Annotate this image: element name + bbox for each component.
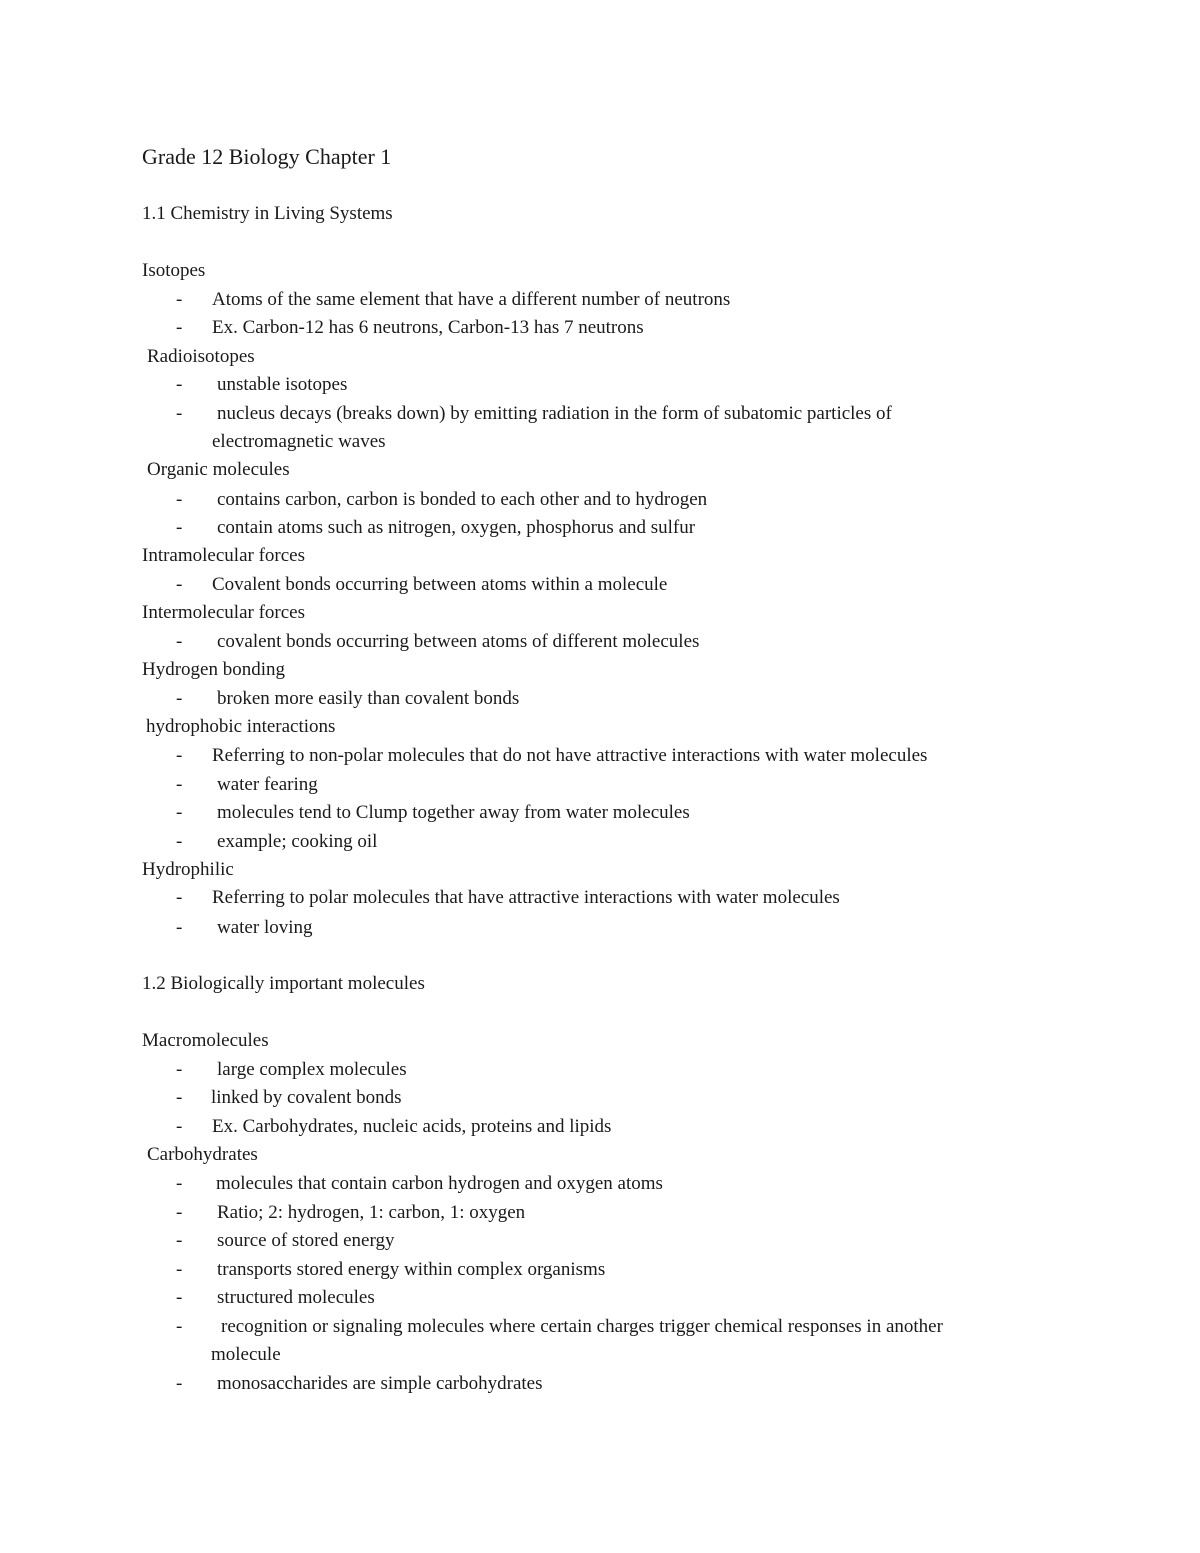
bullet-text: broken more easily than covalent bonds xyxy=(217,688,520,709)
bullet-dash: - xyxy=(176,688,183,709)
bullet-dash: - xyxy=(176,517,183,538)
bullet-dash: - xyxy=(176,1087,183,1108)
bullet-text: water fearing xyxy=(217,774,318,795)
bullet-text: Ex. Carbohydrates, nucleic acids, proteins and lipids xyxy=(212,1116,612,1137)
bullet-text: monosaccharides are simple carbohydrates xyxy=(217,1373,543,1394)
bullet-text-continued: electromagnetic waves xyxy=(212,431,386,452)
bullet-dash: - xyxy=(176,1316,183,1337)
term-heading: Intermolecular forces xyxy=(142,602,305,623)
bullet-text: structured molecules xyxy=(217,1287,375,1308)
bullet-text: Covalent bonds occurring between atoms within a molecule xyxy=(212,574,668,595)
bullet-text: source of stored energy xyxy=(217,1230,395,1251)
bullet-text: nucleus decays (breaks down) by emitting radiation in the form of subatomic particles of xyxy=(217,403,892,424)
bullet-text: contains carbon, carbon is bonded to each other and to hydrogen xyxy=(217,489,708,510)
bullet-dash: - xyxy=(176,745,183,766)
bullet-text: recognition or signaling molecules where certain charges trigger chemical responses in another xyxy=(221,1316,943,1337)
bullet-dash: - xyxy=(176,1259,183,1280)
bullet-text: unstable isotopes xyxy=(217,374,348,395)
term-heading: Hydrophilic xyxy=(142,859,234,880)
term-heading: Hydrogen bonding xyxy=(142,659,286,680)
bullet-text: covalent bonds occurring between atoms of different molecules xyxy=(217,631,700,652)
bullet-dash: - xyxy=(176,887,183,908)
term-heading: Radioisotopes xyxy=(147,346,255,367)
bullet-text: large complex molecules xyxy=(217,1059,407,1080)
bullet-dash: - xyxy=(176,1116,183,1137)
bullet-dash: - xyxy=(176,289,183,310)
term-heading: Intramolecular forces xyxy=(142,545,305,566)
bullet-dash: - xyxy=(176,1230,183,1251)
bullet-text: Referring to non-polar molecules that do not have attractive interactions with water molecules xyxy=(212,745,928,766)
bullet-dash: - xyxy=(176,1373,183,1394)
bullet-dash: - xyxy=(176,574,183,595)
bullet-dash: - xyxy=(176,317,183,338)
bullet-text: Referring to polar molecules that have attractive interactions with water molecules xyxy=(212,887,840,908)
bullet-dash: - xyxy=(176,1287,183,1308)
section-heading: 1.2 Biologically important molecules xyxy=(142,973,425,994)
term-heading: Macromolecules xyxy=(142,1030,269,1051)
bullet-text: Atoms of the same element that have a different number of neutrons xyxy=(212,289,731,310)
bullet-dash: - xyxy=(176,1059,183,1080)
bullet-text: contain atoms such as nitrogen, oxygen, phosphorus and sulfur xyxy=(217,517,696,538)
bullet-text: Ratio; 2: hydrogen, 1: carbon, 1: oxygen xyxy=(217,1202,526,1223)
bullet-text: linked by covalent bonds xyxy=(211,1087,402,1108)
bullet-text: transports stored energy within complex organisms xyxy=(217,1259,606,1280)
term-heading: hydrophobic interactions xyxy=(146,716,336,737)
term-heading: Carbohydrates xyxy=(147,1144,258,1165)
bullet-text: Ex. Carbon-12 has 6 neutrons, Carbon-13 has 7 neutrons xyxy=(212,317,644,338)
document-title: Grade 12 Biology Chapter 1 xyxy=(142,144,392,169)
bullet-dash: - xyxy=(176,374,183,395)
bullet-dash: - xyxy=(176,1202,183,1223)
bullet-dash: - xyxy=(176,403,183,424)
section-heading: 1.1 Chemistry in Living Systems xyxy=(142,203,393,224)
term-heading: Organic molecules xyxy=(147,459,290,480)
bullet-text: molecules that contain carbon hydrogen and oxygen atoms xyxy=(216,1173,663,1194)
bullet-text: example; cooking oil xyxy=(217,831,378,852)
bullet-dash: - xyxy=(176,831,183,852)
term-heading: Isotopes xyxy=(142,260,206,281)
bullet-dash: - xyxy=(176,917,183,938)
bullet-dash: - xyxy=(176,489,183,510)
bullet-dash: - xyxy=(176,1173,183,1194)
bullet-text-continued: molecule xyxy=(211,1344,281,1365)
bullet-text: molecules tend to Clump together away from water molecules xyxy=(217,802,690,823)
bullet-dash: - xyxy=(176,631,183,652)
bullet-dash: - xyxy=(176,802,183,823)
bullet-dash: - xyxy=(176,774,183,795)
bullet-text: water loving xyxy=(217,917,313,938)
